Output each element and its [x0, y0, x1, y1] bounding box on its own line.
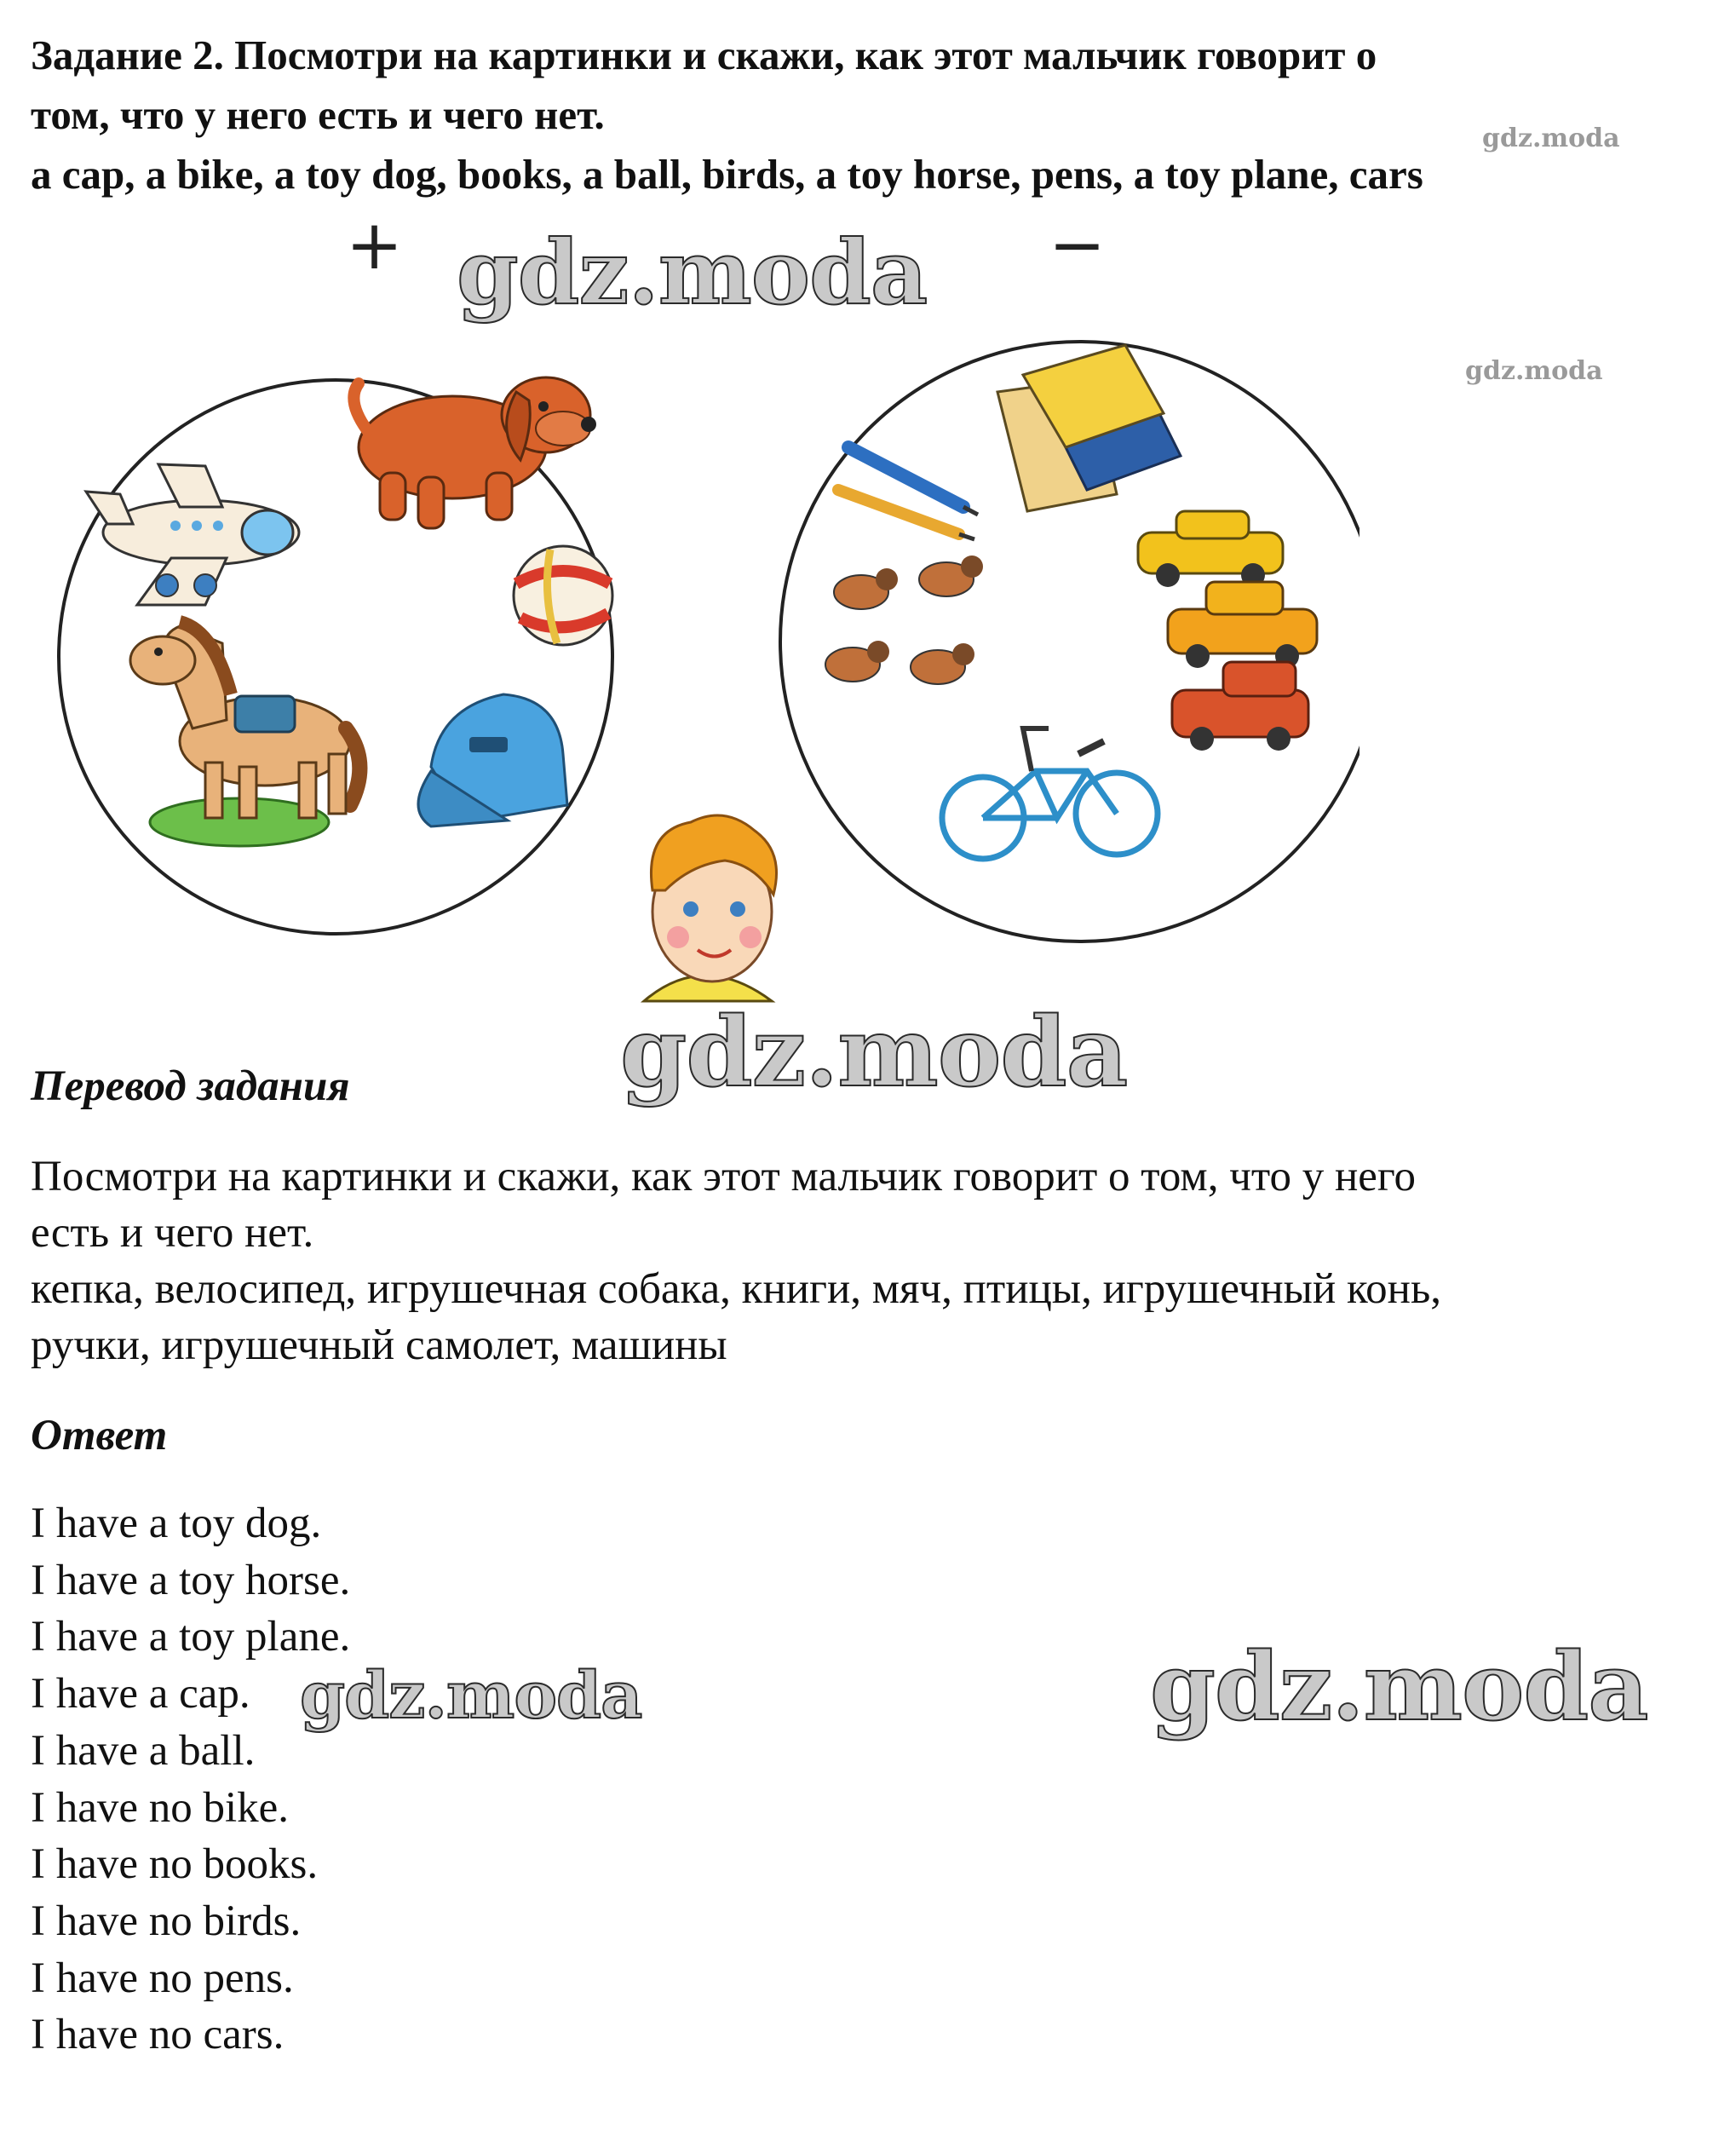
- answer-line: I have a ball.: [31, 1726, 256, 1775]
- ball-icon: [514, 546, 612, 645]
- bike-icon: [942, 728, 1158, 859]
- translation-line-3: кепка, велосипед, игрушечная собака, книги, мяч, птицы, игрушечный конь,: [31, 1265, 1441, 1313]
- minus-sign: −: [1049, 217, 1107, 285]
- answer-line: I have a toy dog.: [31, 1500, 322, 1547]
- cars-icon: [1138, 511, 1317, 751]
- answer-list: [31, 1495, 350, 2064]
- watermark: gdz.moda: [620, 997, 1128, 1108]
- task-word-list: a cap, a bike, a toy dog, books, a ball, birds, a toy horse, pens, a toy plane, cars: [31, 151, 1423, 198]
- watermark-small: gdz.moda: [1465, 356, 1603, 386]
- translation-text: [31, 1148, 1700, 1373]
- task-title-line-2: том, что у него есть и чего нет.: [31, 91, 605, 138]
- task-illustration: [31, 217, 1359, 1014]
- answer-line: I have no pens.: [31, 1954, 294, 2002]
- answer-line: I have no bike.: [31, 1783, 290, 1832]
- answer-line: I have no books.: [31, 1840, 319, 1889]
- watermark: gdz.moda: [300, 1657, 642, 1733]
- translation-heading: Перевод задания: [31, 1062, 350, 1110]
- books-icon: [997, 345, 1181, 511]
- watermark: gdz.moda: [1150, 1632, 1648, 1741]
- answer-heading: Ответ: [31, 1412, 168, 1459]
- watermark-small: gdz.moda: [1482, 124, 1620, 153]
- translation-line-1: Посмотри на картинки и скажи, как этот мальчик говорит о том, что у него: [31, 1153, 1417, 1200]
- answer-line: I have no birds.: [31, 1897, 302, 1945]
- plus-sign: +: [346, 217, 404, 285]
- task-title: [31, 26, 1700, 204]
- answer-line: I have no cars.: [31, 2011, 285, 2059]
- toy-dog-icon: [354, 377, 596, 528]
- translation-line-2: есть и чего нет.: [31, 1209, 314, 1257]
- toy-horse-icon: [130, 622, 359, 846]
- task-title-line-1: Задание 2. Посмотри на картинки и скажи, как этот мальчик говорит о: [31, 32, 1377, 78]
- translation-line-4: ручки, игрушечный самолет, машины: [31, 1321, 727, 1369]
- answer-line: I have a toy horse.: [31, 1556, 351, 1604]
- answer-line: I have a toy plane.: [31, 1613, 351, 1661]
- pens-icon: [838, 447, 978, 539]
- watermark: gdz.moda: [457, 220, 928, 325]
- cap-icon: [418, 694, 567, 826]
- birds-icon: [825, 556, 983, 684]
- boy-icon: [644, 815, 777, 1001]
- answer-line: I have a cap.: [31, 1670, 250, 1718]
